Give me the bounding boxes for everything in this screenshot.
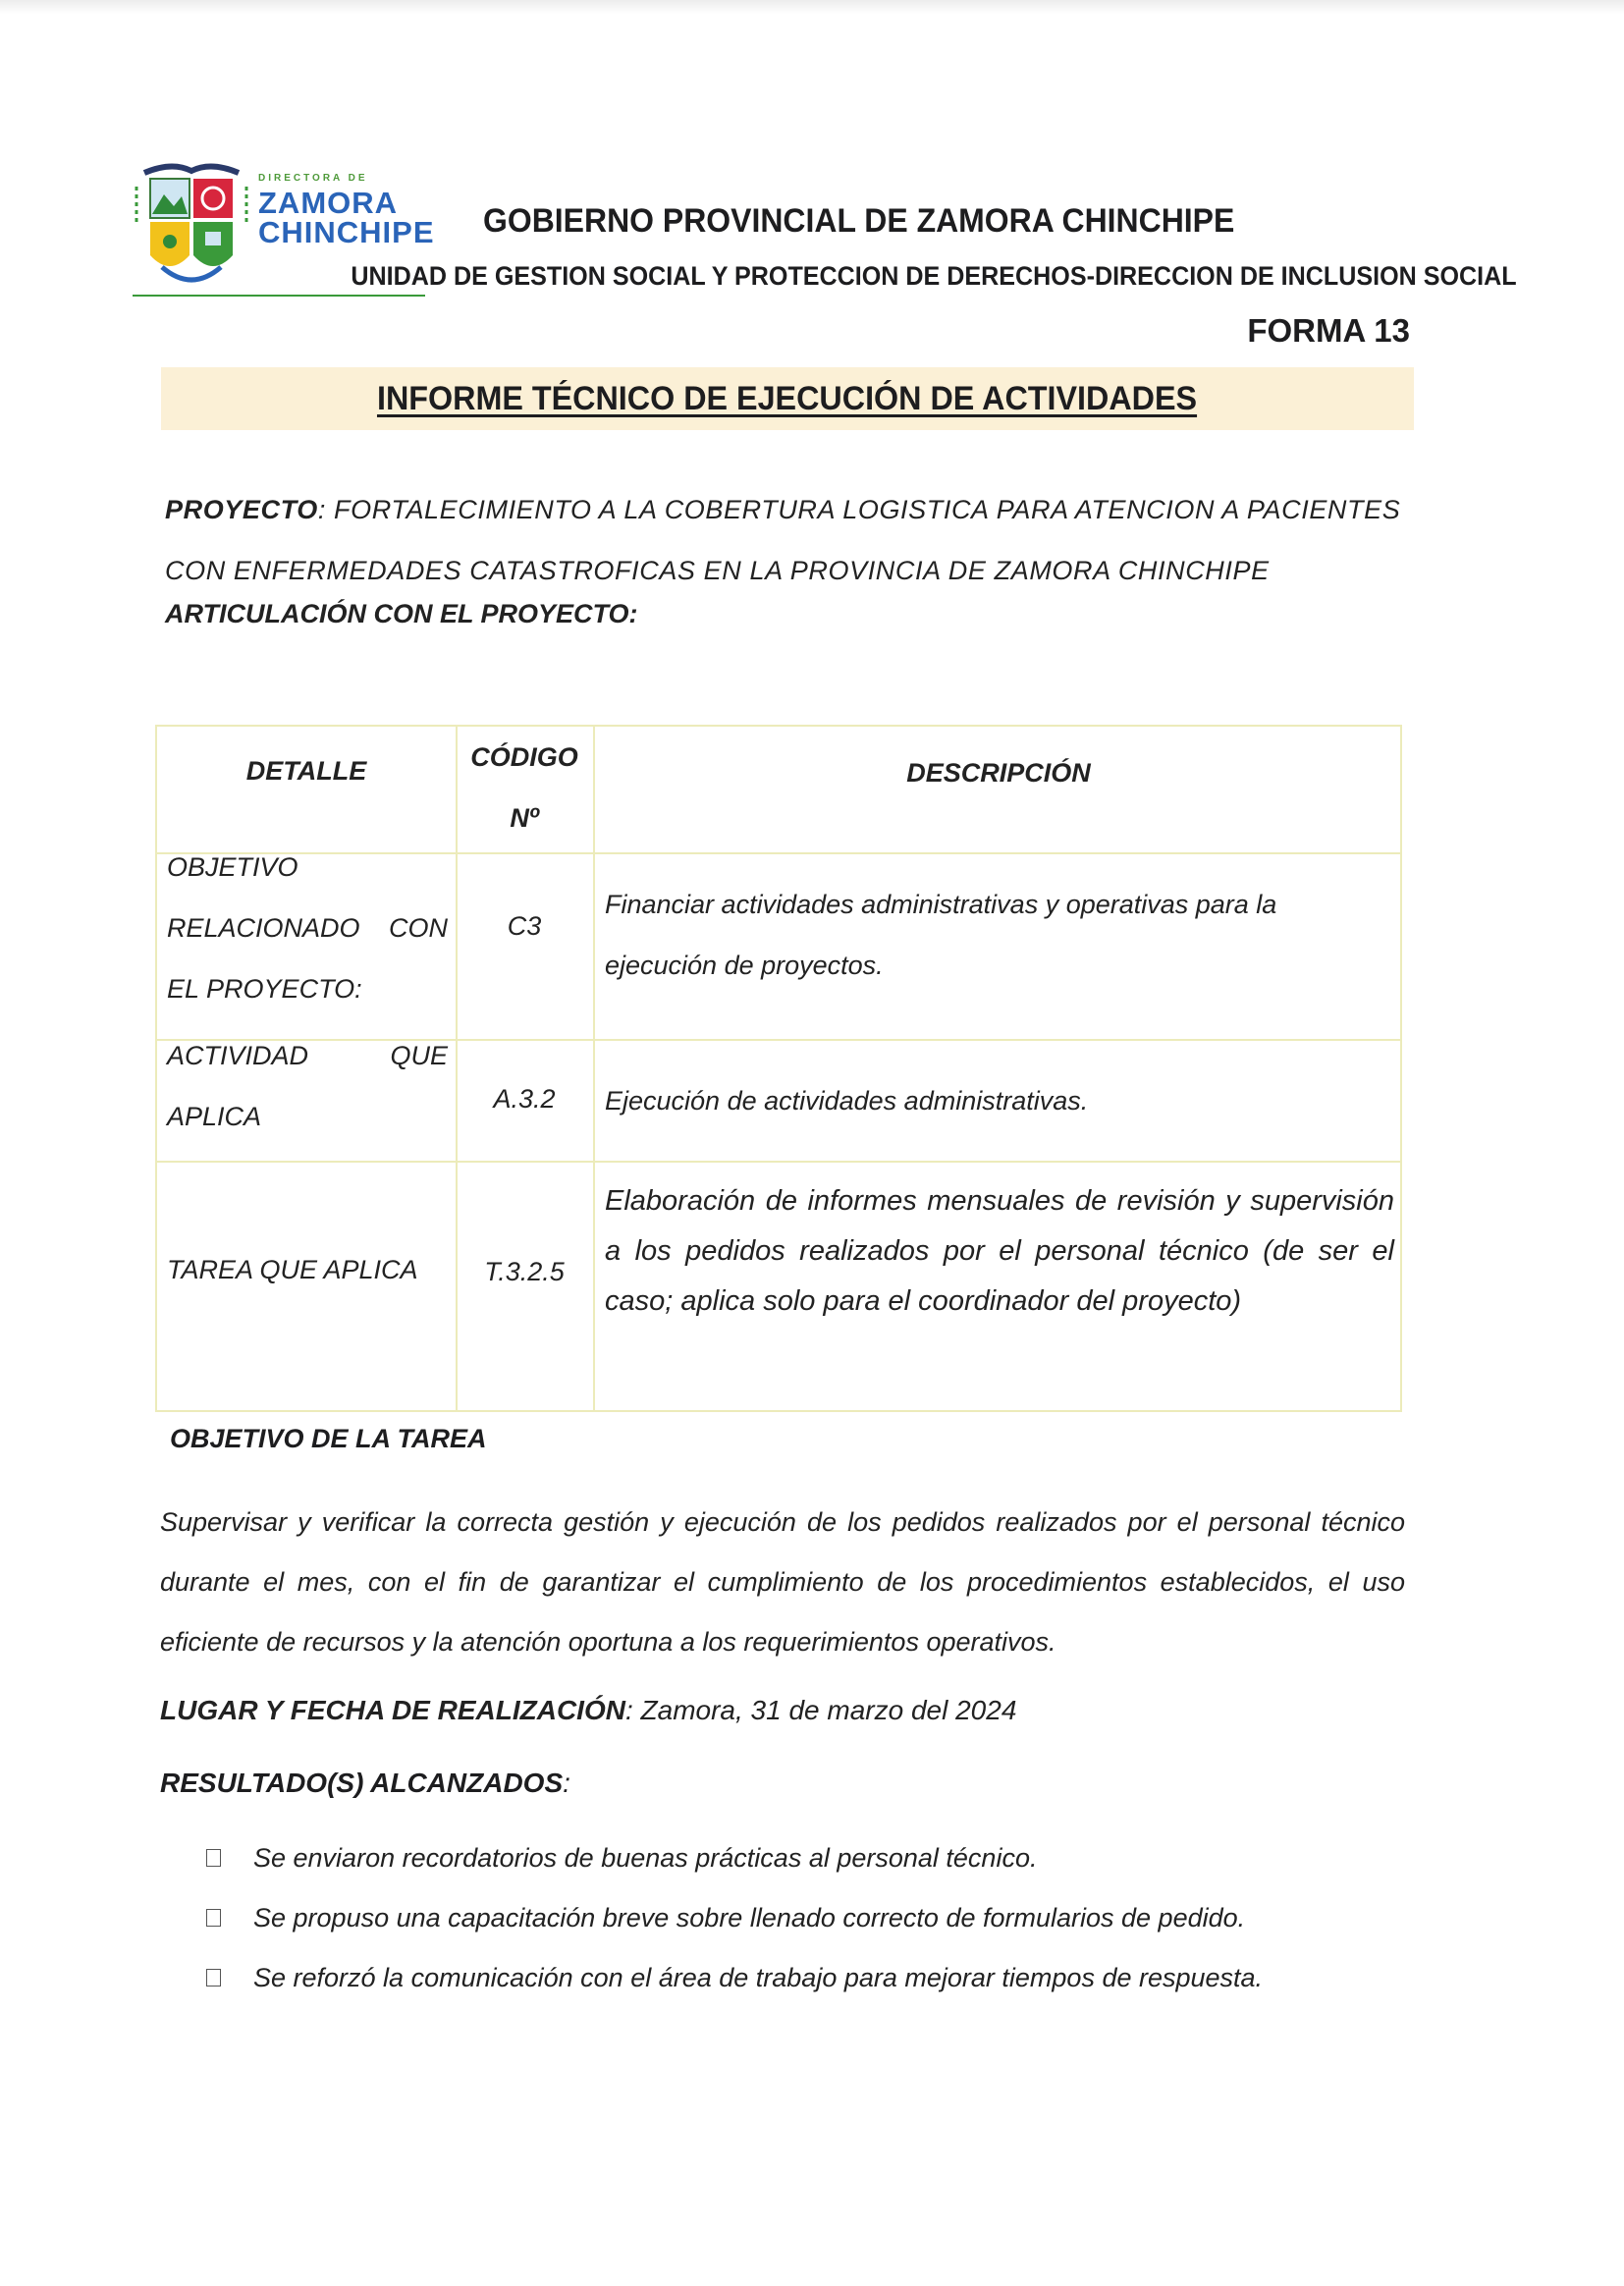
detail-word: ACTIVIDAD: [167, 1041, 309, 1070]
report-title-text: INFORME TÉCNICO DE EJECUCIÓN DE ACTIVIDADES: [377, 380, 1198, 417]
header-code-line1: CÓDIGO: [470, 742, 578, 772]
result-text: Se propuso una capacitación breve sobre llenado correcto de formularios de pedido.: [253, 1903, 1246, 1932]
table-row-1-detail: [167, 837, 452, 1019]
detail-word: QUE: [390, 1041, 448, 1070]
logo-name-line1: ZAMORA: [258, 186, 399, 220]
list-item: [206, 1898, 1263, 1958]
scan-edge: [0, 0, 1624, 14]
header-description: DESCRIPCIÓN: [906, 758, 1091, 788]
results-label: RESULTADO(S) ALCANZADOS: [160, 1768, 564, 1798]
table-divider: [593, 727, 595, 1410]
project-text-line1: : FORTALECIMIENTO A LA COBERTURA LOGISTICA PARA ATENCION A PACIENTES: [317, 495, 1401, 524]
list-item: [206, 1838, 1263, 1898]
task-objective-label: OBJETIVO DE LA TAREA: [170, 1424, 487, 1453]
project-text-line2: CON ENFERMEDADES CATASTROFICAS EN LA PROVINCIA DE ZAMORA CHINCHIPE: [165, 556, 1270, 585]
unit-title-text: UNIDAD DE GESTION SOCIAL Y PROTECCION DE DERECHOS-DIRECCION DE INCLUSION SOCIAL: [351, 261, 1517, 291]
table-row-3-code: T.3.2.5: [484, 1257, 565, 1286]
detail-word: RELACIONADO: [167, 913, 360, 943]
form-number: FORMA 13: [1247, 312, 1410, 349]
checkbox-icon: [206, 1969, 221, 1987]
detail-line: OBJETIVO: [167, 852, 298, 882]
list-item: [206, 1958, 1263, 2018]
government-title: GOBIERNO PROVINCIAL DE ZAMORA CHINCHIPE: [483, 202, 1235, 240]
report-title: [161, 367, 1414, 430]
task-objective-text: Supervisar y verificar la correcta gestión y ejecución de los pedidos realizados por el personal técnico durante el mes, con el fin de garantizar el cumplimiento de los procedimientos establecidos, el uso eficiente de recursos y la atención oportuna a los requerimientos operativos.: [160, 1507, 1405, 1657]
table-row-3-description: Elaboración de informes mensuales de revisión y supervisión a los pedidos realizados por el personal técnico (de ser el caso; aplica solo para el coordinador del proyecto): [605, 1185, 1394, 1317]
results-heading: [160, 1768, 570, 1799]
project-line1: [165, 479, 1414, 540]
logo-name: [258, 186, 435, 249]
checkbox-icon: [206, 1909, 221, 1927]
header-detail: DETALLE: [245, 756, 367, 786]
table-row-3-detail: TAREA QUE APLICA: [167, 1255, 418, 1284]
articulation-table: [155, 725, 1402, 1412]
detail-line: EL PROYECTO:: [167, 974, 362, 1004]
result-text: Se reforzó la comunicación con el área de trabajo para mejorar tiempos de respuesta.: [253, 1963, 1264, 1992]
project-label: PROYECTO: [165, 495, 318, 524]
table-row-1-code: C3: [507, 911, 542, 941]
header-code-line2: Nº: [510, 803, 539, 833]
detail-line: [167, 898, 448, 958]
result-text: Se enviaron recordatorios de buenas prácticas al personal técnico.: [253, 1843, 1038, 1873]
detail-word: CON: [389, 913, 448, 943]
logo-overline: DIRECTORA DE: [258, 173, 368, 184]
header-code: [456, 727, 593, 848]
detail-line: APLICA: [167, 1102, 262, 1131]
table-row-1-description: Financiar actividades administrativas y operativas para la ejecución de proyectos.: [605, 890, 1277, 980]
unit-title: [263, 261, 1517, 292]
logo-underline: [133, 295, 425, 297]
table-row-2-description: Ejecución de actividades administrativas.: [605, 1086, 1089, 1116]
place-date: [160, 1695, 1016, 1726]
table-row-2-detail: [167, 1025, 452, 1147]
results-label-suffix: :: [563, 1768, 570, 1798]
project-section: [165, 479, 1414, 601]
coat-of-arms-icon: [133, 157, 250, 295]
table-row-2-code: A.3.2: [493, 1084, 556, 1114]
place-date-label: LUGAR Y FECHA DE REALIZACIÓN: [160, 1695, 625, 1725]
results-list: [206, 1838, 1263, 2018]
place-date-value: : Zamora, 31 de marzo del 2024: [624, 1695, 1017, 1725]
logo-name-line2: CHINCHIPE: [258, 215, 435, 249]
articulation-label: ARTICULACIÓN CON EL PROYECTO:: [165, 599, 638, 628]
checkbox-icon: [206, 1849, 221, 1867]
table-divider: [157, 1161, 1400, 1163]
detail-line: [167, 1025, 448, 1086]
